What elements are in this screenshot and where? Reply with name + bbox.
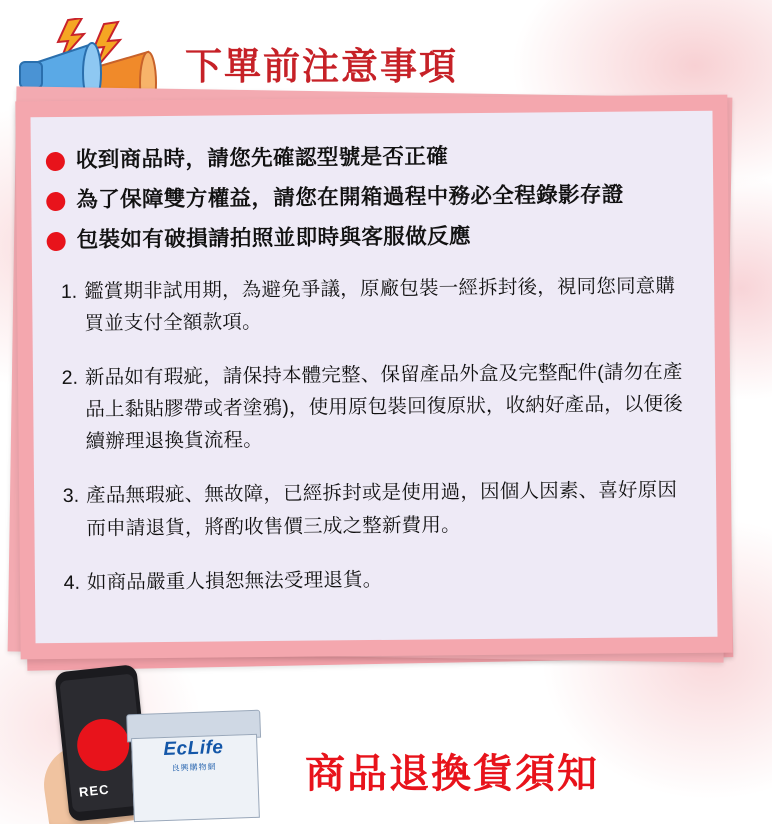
list-item-text: 新品如有瑕疵，請保持本體完整、保留產品外盒及完整配件(請勿在產品上黏貼膠帶或者塗鴉)，使用原包裝回復原狀，收納好產品，以便後續辦理退換貨流程。 — [84, 361, 684, 454]
list-item — [47, 270, 700, 341]
record-dot-icon — [75, 716, 132, 773]
notice-content — [15, 97, 732, 662]
list-item-text: 鑑賞期非試用期，為避免爭議，原廠包裝一經拆封後，視同您同意購買並支付全額款項。 — [84, 274, 676, 335]
bullet-dot-icon — [46, 152, 65, 171]
bullet-text: 為了保障雙方權益，請您在開箱過程中務必全程錄影存證 — [76, 182, 624, 212]
brand-logo: EcLife — [163, 736, 224, 761]
brand-subtitle: 良興購物網 — [171, 762, 217, 773]
list-item-number: 1. — [60, 280, 78, 303]
bullet-item — [46, 181, 698, 214]
page-title: 下單前注意事項 — [185, 46, 458, 87]
list-item-text: 產品無瑕疵、無故障，已經拆封或是使用過，因個人因素、喜好原因而申請退貨，將酌收售價三成之整新費用。 — [86, 479, 678, 540]
bullet-dot-icon — [46, 192, 65, 211]
bullet-item — [47, 221, 699, 254]
list-item-number: 3. — [62, 485, 80, 508]
package-box — [126, 710, 262, 821]
bullet-text: 包裝如有破損請拍照並即時與客服做反應 — [76, 223, 471, 252]
list-item-number: 4. — [63, 571, 81, 594]
list-item-number: 2. — [61, 366, 79, 389]
rec-label: REC — [78, 781, 111, 800]
list-item — [50, 561, 702, 599]
bullet-item — [46, 141, 698, 174]
bullet-dot-icon — [47, 232, 66, 251]
list-item — [48, 356, 701, 459]
list-item-text: 如商品嚴重人損恕無法受理退貨。 — [86, 568, 383, 594]
footer-title: 商品退換貨須知 — [305, 752, 599, 796]
bullet-text: 收到商品時，請您先確認型號是否正確 — [75, 144, 449, 172]
list-item — [49, 474, 702, 545]
numbered-list — [47, 270, 702, 600]
